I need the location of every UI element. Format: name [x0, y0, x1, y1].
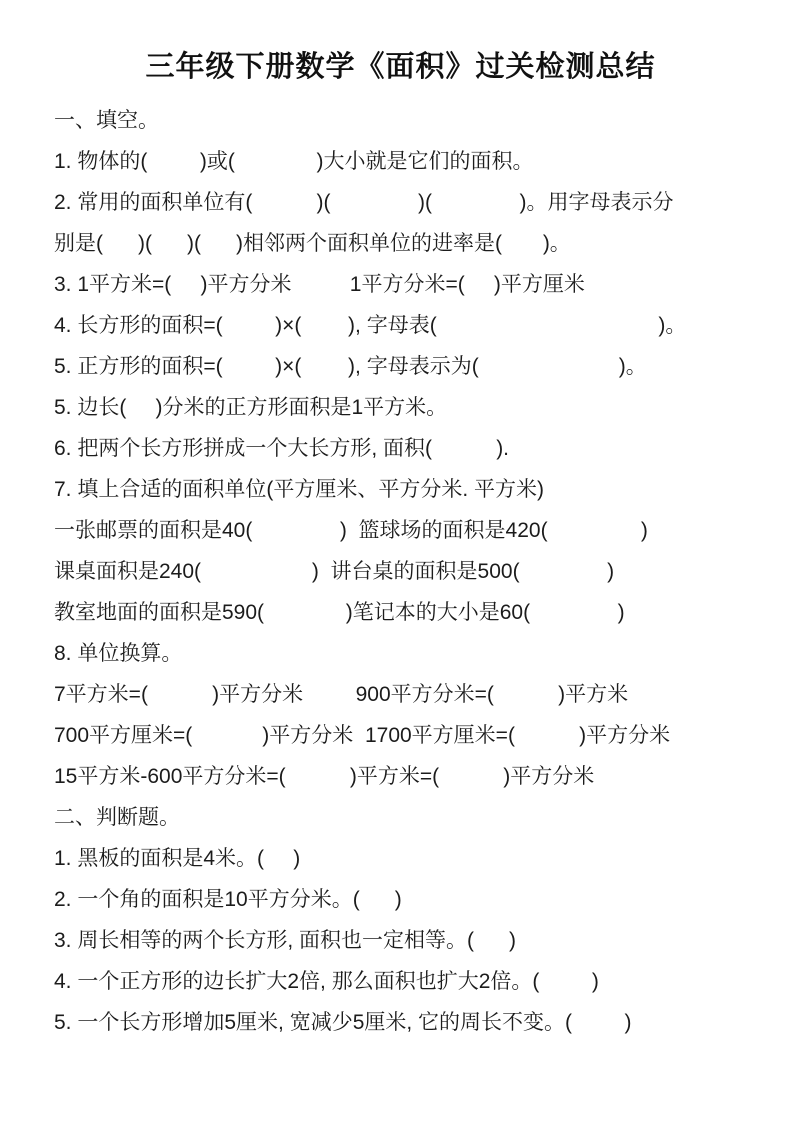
unit-fill-line: 教室地面的面积是590( )笔记本的大小是60( )	[54, 601, 625, 624]
question-continuation-line: 别是( )( )( )相邻两个面积单位的进率是( )。	[54, 232, 571, 255]
question-line: 3. 1平方米=( )平方分米 1平方分米=( )平方厘米	[54, 273, 585, 296]
question-line: 5. 边长( )分米的正方形面积是1平方米。	[54, 396, 448, 419]
question-line: 5. 正方形的面积=( )×( ), 字母表示为( )。	[54, 355, 647, 378]
unit-conversion-line: 7平方米=( )平方分米 900平方分米=( )平方米	[54, 683, 629, 706]
question-line: 1. 物体的( )或( )大小就是它们的面积。	[54, 150, 534, 173]
question-line: 1. 黑板的面积是4米。( )	[54, 847, 301, 870]
question-line: 2. 常用的面积单位有( )( )( )。用字母表示分	[54, 191, 674, 214]
question-line: 5. 一个长方形增加5厘米, 宽减少5厘米, 它的周长不变。( )	[54, 1011, 632, 1034]
question-line: 4. 长方形的面积=( )×( ), 字母表( )。	[54, 314, 687, 337]
section-heading-fill-blanks: 一、填空。	[54, 109, 159, 132]
worksheet-content	[54, 100, 747, 1043]
question-line: 7. 填上合适的面积单位(平方厘米、平方分米. 平方米)	[54, 478, 545, 501]
unit-conversion-line: 15平方米-600平方分米=( )平方米=( )平方分米	[54, 765, 595, 788]
question-line: 2. 一个角的面积是10平方分米。( )	[54, 888, 402, 911]
section-heading-true-false: 二、判断题。	[54, 806, 180, 829]
unit-fill-line: 课桌面积是240( ) 讲台桌的面积是500( )	[54, 560, 615, 583]
unit-conversion-line: 700平方厘米=( )平方分米 1700平方厘米=( )平方分米	[54, 724, 671, 747]
question-line: 8. 单位换算。	[54, 642, 183, 665]
unit-fill-line: 一张邮票的面积是40( ) 篮球场的面积是420( )	[54, 519, 648, 542]
question-line: 4. 一个正方形的边长扩大2倍, 那么面积也扩大2倍。( )	[54, 970, 599, 993]
question-line: 3. 周长相等的两个长方形, 面积也一定相等。( )	[54, 929, 517, 952]
page-title: 三年级下册数学《面积》过关检测总结	[145, 51, 656, 83]
question-line: 6. 把两个长方形拼成一个大长方形, 面积( ).	[54, 437, 510, 460]
